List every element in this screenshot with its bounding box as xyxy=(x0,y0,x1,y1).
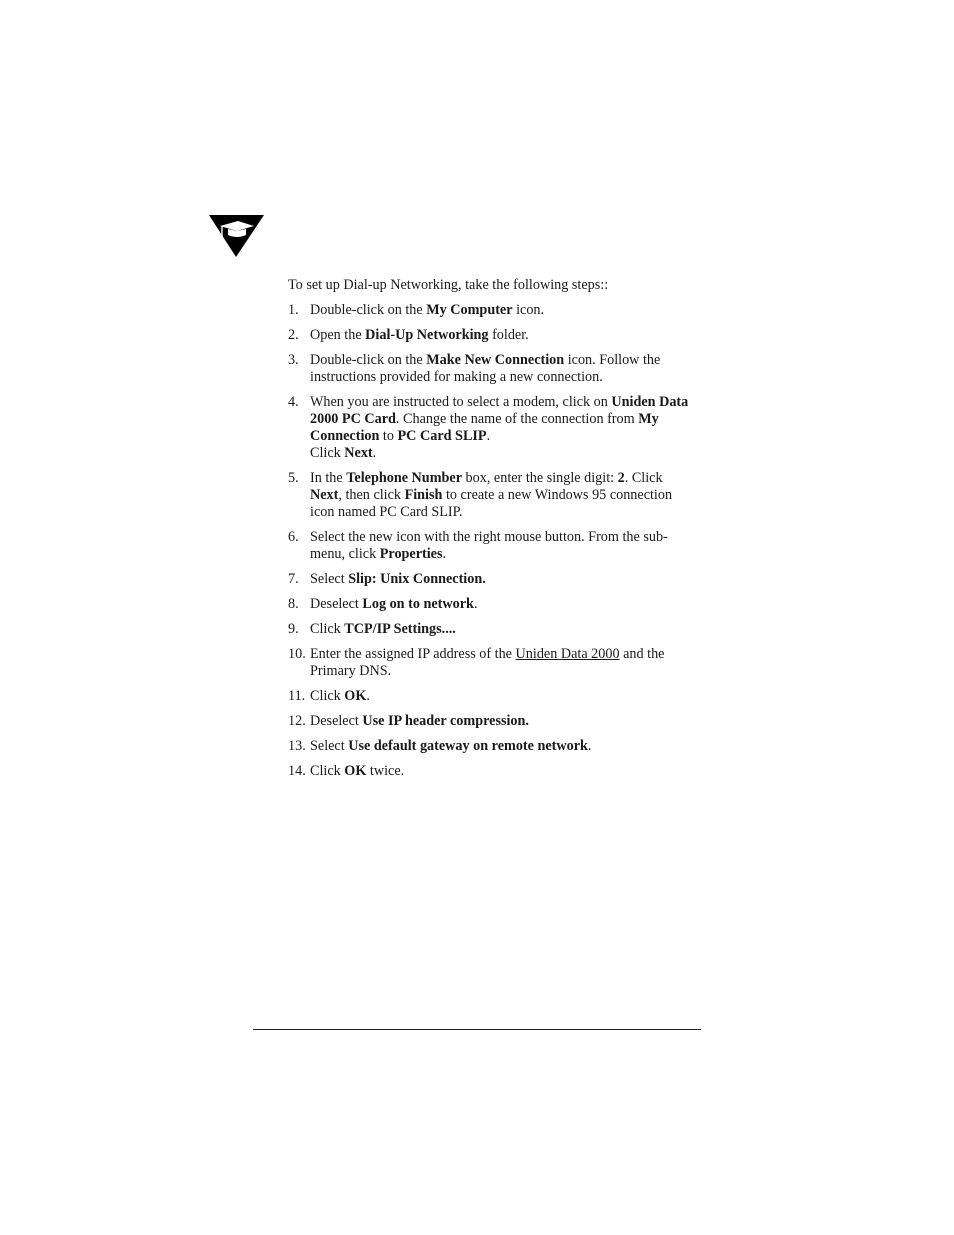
step-emphasis: Slip: Unix Connection. xyxy=(348,571,486,587)
step-text: and the Primary DNS. xyxy=(310,646,665,679)
step-item xyxy=(288,571,698,588)
step-emphasis: My Connection xyxy=(310,411,659,444)
step-number: 6. xyxy=(288,529,299,545)
intro-text: To set up Dial-up Networking, take the following steps:: xyxy=(288,277,609,293)
step-text: Select xyxy=(310,571,349,587)
step-text: . xyxy=(486,428,491,444)
step-item xyxy=(288,646,698,680)
step-text: . Click xyxy=(624,470,663,486)
instructions-section xyxy=(288,277,698,788)
step-emphasis: TCP/IP Settings.... xyxy=(344,621,456,637)
step-number: 4. xyxy=(288,394,299,410)
step-text: . xyxy=(587,738,592,754)
step-text: Select the new icon with the right mouse button. From the sub-menu, click xyxy=(310,529,668,562)
step-underline: Uniden Data 2000 xyxy=(515,646,620,662)
step-text: icon. xyxy=(512,302,545,318)
step-item xyxy=(288,327,698,344)
step-item xyxy=(288,621,698,638)
step-text: folder. xyxy=(488,327,529,343)
step-text: box, enter the single digit: xyxy=(462,470,618,486)
step-emphasis: Telephone Number xyxy=(346,470,462,486)
step-number: 14. xyxy=(288,763,306,779)
step-emphasis: Finish xyxy=(404,487,443,503)
step-text: Double-click on the xyxy=(310,352,427,368)
step-item xyxy=(288,738,698,755)
step-text: to xyxy=(379,428,398,444)
step-text: When you are instructed to select a modem, click on xyxy=(310,394,612,410)
step-item xyxy=(288,470,698,521)
step-number: 8. xyxy=(288,596,299,612)
step-text: twice. xyxy=(366,763,405,779)
step-text: Click xyxy=(310,621,345,637)
step-text: . Change the name of the connection from xyxy=(395,411,639,427)
step-item xyxy=(288,529,698,563)
graduation-cap-tip-icon xyxy=(208,214,266,258)
step-number: 3. xyxy=(288,352,299,368)
step-number: 5. xyxy=(288,470,299,486)
step-emphasis: Next xyxy=(344,445,373,461)
step-text: Open the xyxy=(310,327,366,343)
step-number: 9. xyxy=(288,621,299,637)
step-text: to create a new Windows 95 connection icon named PC Card SLIP. xyxy=(310,487,673,520)
step-number: 1. xyxy=(288,302,299,318)
step-text: icon. Follow the instructions provided for making a new connection. xyxy=(310,352,661,385)
step-emphasis: 2 xyxy=(617,470,625,486)
step-emphasis: Log on to network xyxy=(362,596,474,612)
steps-list xyxy=(288,302,698,780)
step-item xyxy=(288,352,698,386)
step-item xyxy=(288,713,698,730)
step-emphasis: My Computer xyxy=(426,302,513,318)
step-emphasis: Dial-Up Networking xyxy=(365,327,489,343)
step-emphasis: Next xyxy=(310,487,339,503)
step-text: Deselect xyxy=(310,596,363,612)
step-number: 10. xyxy=(288,646,306,662)
step-text: Select xyxy=(310,738,349,754)
step-number: 2. xyxy=(288,327,299,343)
step-text: Enter the assigned IP address of the xyxy=(310,646,516,662)
step-text: Deselect xyxy=(310,713,363,729)
step-text: . xyxy=(372,445,377,461)
step-text: Click xyxy=(310,763,345,779)
step-number: 13. xyxy=(288,738,306,754)
step-emphasis: Properties xyxy=(379,546,443,562)
step-text: Double-click on the xyxy=(310,302,427,318)
step-item xyxy=(288,596,698,613)
step-text: In the xyxy=(310,470,347,486)
step-emphasis: PC Card SLIP xyxy=(397,428,487,444)
step-emphasis: OK xyxy=(344,688,367,704)
step-text: . xyxy=(366,688,370,704)
step-text: Click xyxy=(310,445,345,461)
step-emphasis: Use IP header compression. xyxy=(362,713,529,729)
step-emphasis: Use default gateway on remote network xyxy=(348,738,588,754)
step-text: . xyxy=(473,596,478,612)
step-item xyxy=(288,688,698,705)
step-emphasis: Make New Connection xyxy=(426,352,565,368)
step-number: 11. xyxy=(288,688,306,704)
step-item xyxy=(288,763,698,780)
step-number: 12. xyxy=(288,713,306,729)
step-text: , then click xyxy=(338,487,405,503)
step-text: Click xyxy=(310,688,345,704)
footer-divider xyxy=(253,1029,701,1030)
step-item xyxy=(288,394,698,462)
step-item xyxy=(288,302,698,319)
step-emphasis: Uniden Data 2000 PC Card xyxy=(310,394,689,427)
step-text: . xyxy=(442,546,447,562)
step-emphasis: OK xyxy=(344,763,367,779)
step-number: 7. xyxy=(288,571,299,587)
